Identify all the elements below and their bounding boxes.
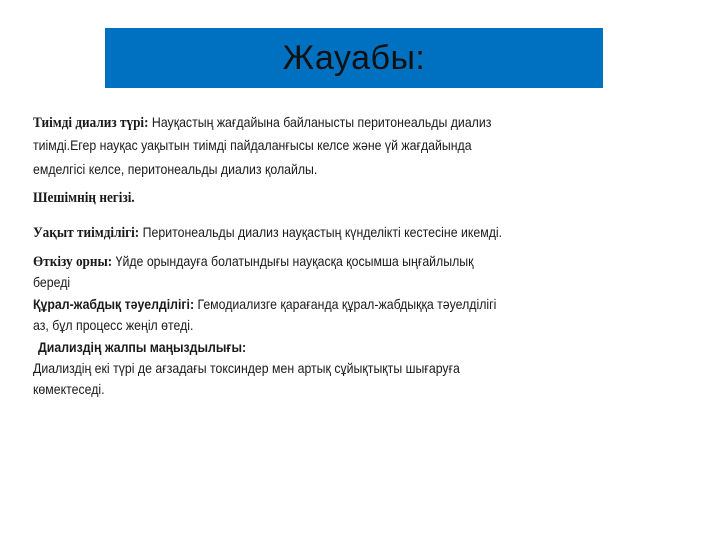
- slide-title: Жауабы:: [282, 38, 426, 77]
- place-line-1: [33, 253, 474, 271]
- equipment-text: Гемодиализге қарағанда құрал-жабдыққа тәуелділігі: [197, 296, 497, 312]
- importance-line-1: Диализдің екі түрі де ағзадағы токсиндер мен артық сұйықтықты шығаруға: [33, 360, 460, 376]
- time-line: [33, 224, 502, 242]
- place-text: Үйде орындауға болатындығы науқасқа қосымша ыңғайлылық: [115, 253, 474, 269]
- time-label: Уақыт тиімділігі:: [33, 225, 140, 241]
- type-text: Науқастың жағдайына байланысты перитонеальды диализ: [151, 114, 492, 130]
- equipment-label: Құрал-жабдық тәуелділігі:: [33, 296, 195, 312]
- type-line-3: емделгісі келсе, перитонеальды диализ қолайлы.: [33, 161, 318, 177]
- importance-heading: Диализдің жалпы маңыздылығы:: [38, 339, 247, 355]
- place-line-2: береді: [33, 274, 71, 290]
- equipment-line-1: [33, 296, 496, 312]
- equipment-line-2: аз, бұл процесс жеңіл өтеді.: [33, 317, 194, 333]
- basis-heading: Шешімнің негізі.: [33, 190, 135, 206]
- type-label: Тиімді диализ түрі:: [33, 115, 149, 131]
- title-banner: [105, 28, 603, 88]
- time-text: Перитонеальды диализ науқастың күнделікті кестесіне икемді.: [142, 224, 503, 240]
- place-label: Өткізу орны:: [33, 254, 113, 270]
- type-line-2: тиімді.Егер науқас уақытын тиімді пайдаланғысы келсе және үй жағдайында: [33, 137, 472, 153]
- importance-line-2: көмектеседі.: [33, 381, 105, 397]
- type-line-1: [33, 114, 491, 132]
